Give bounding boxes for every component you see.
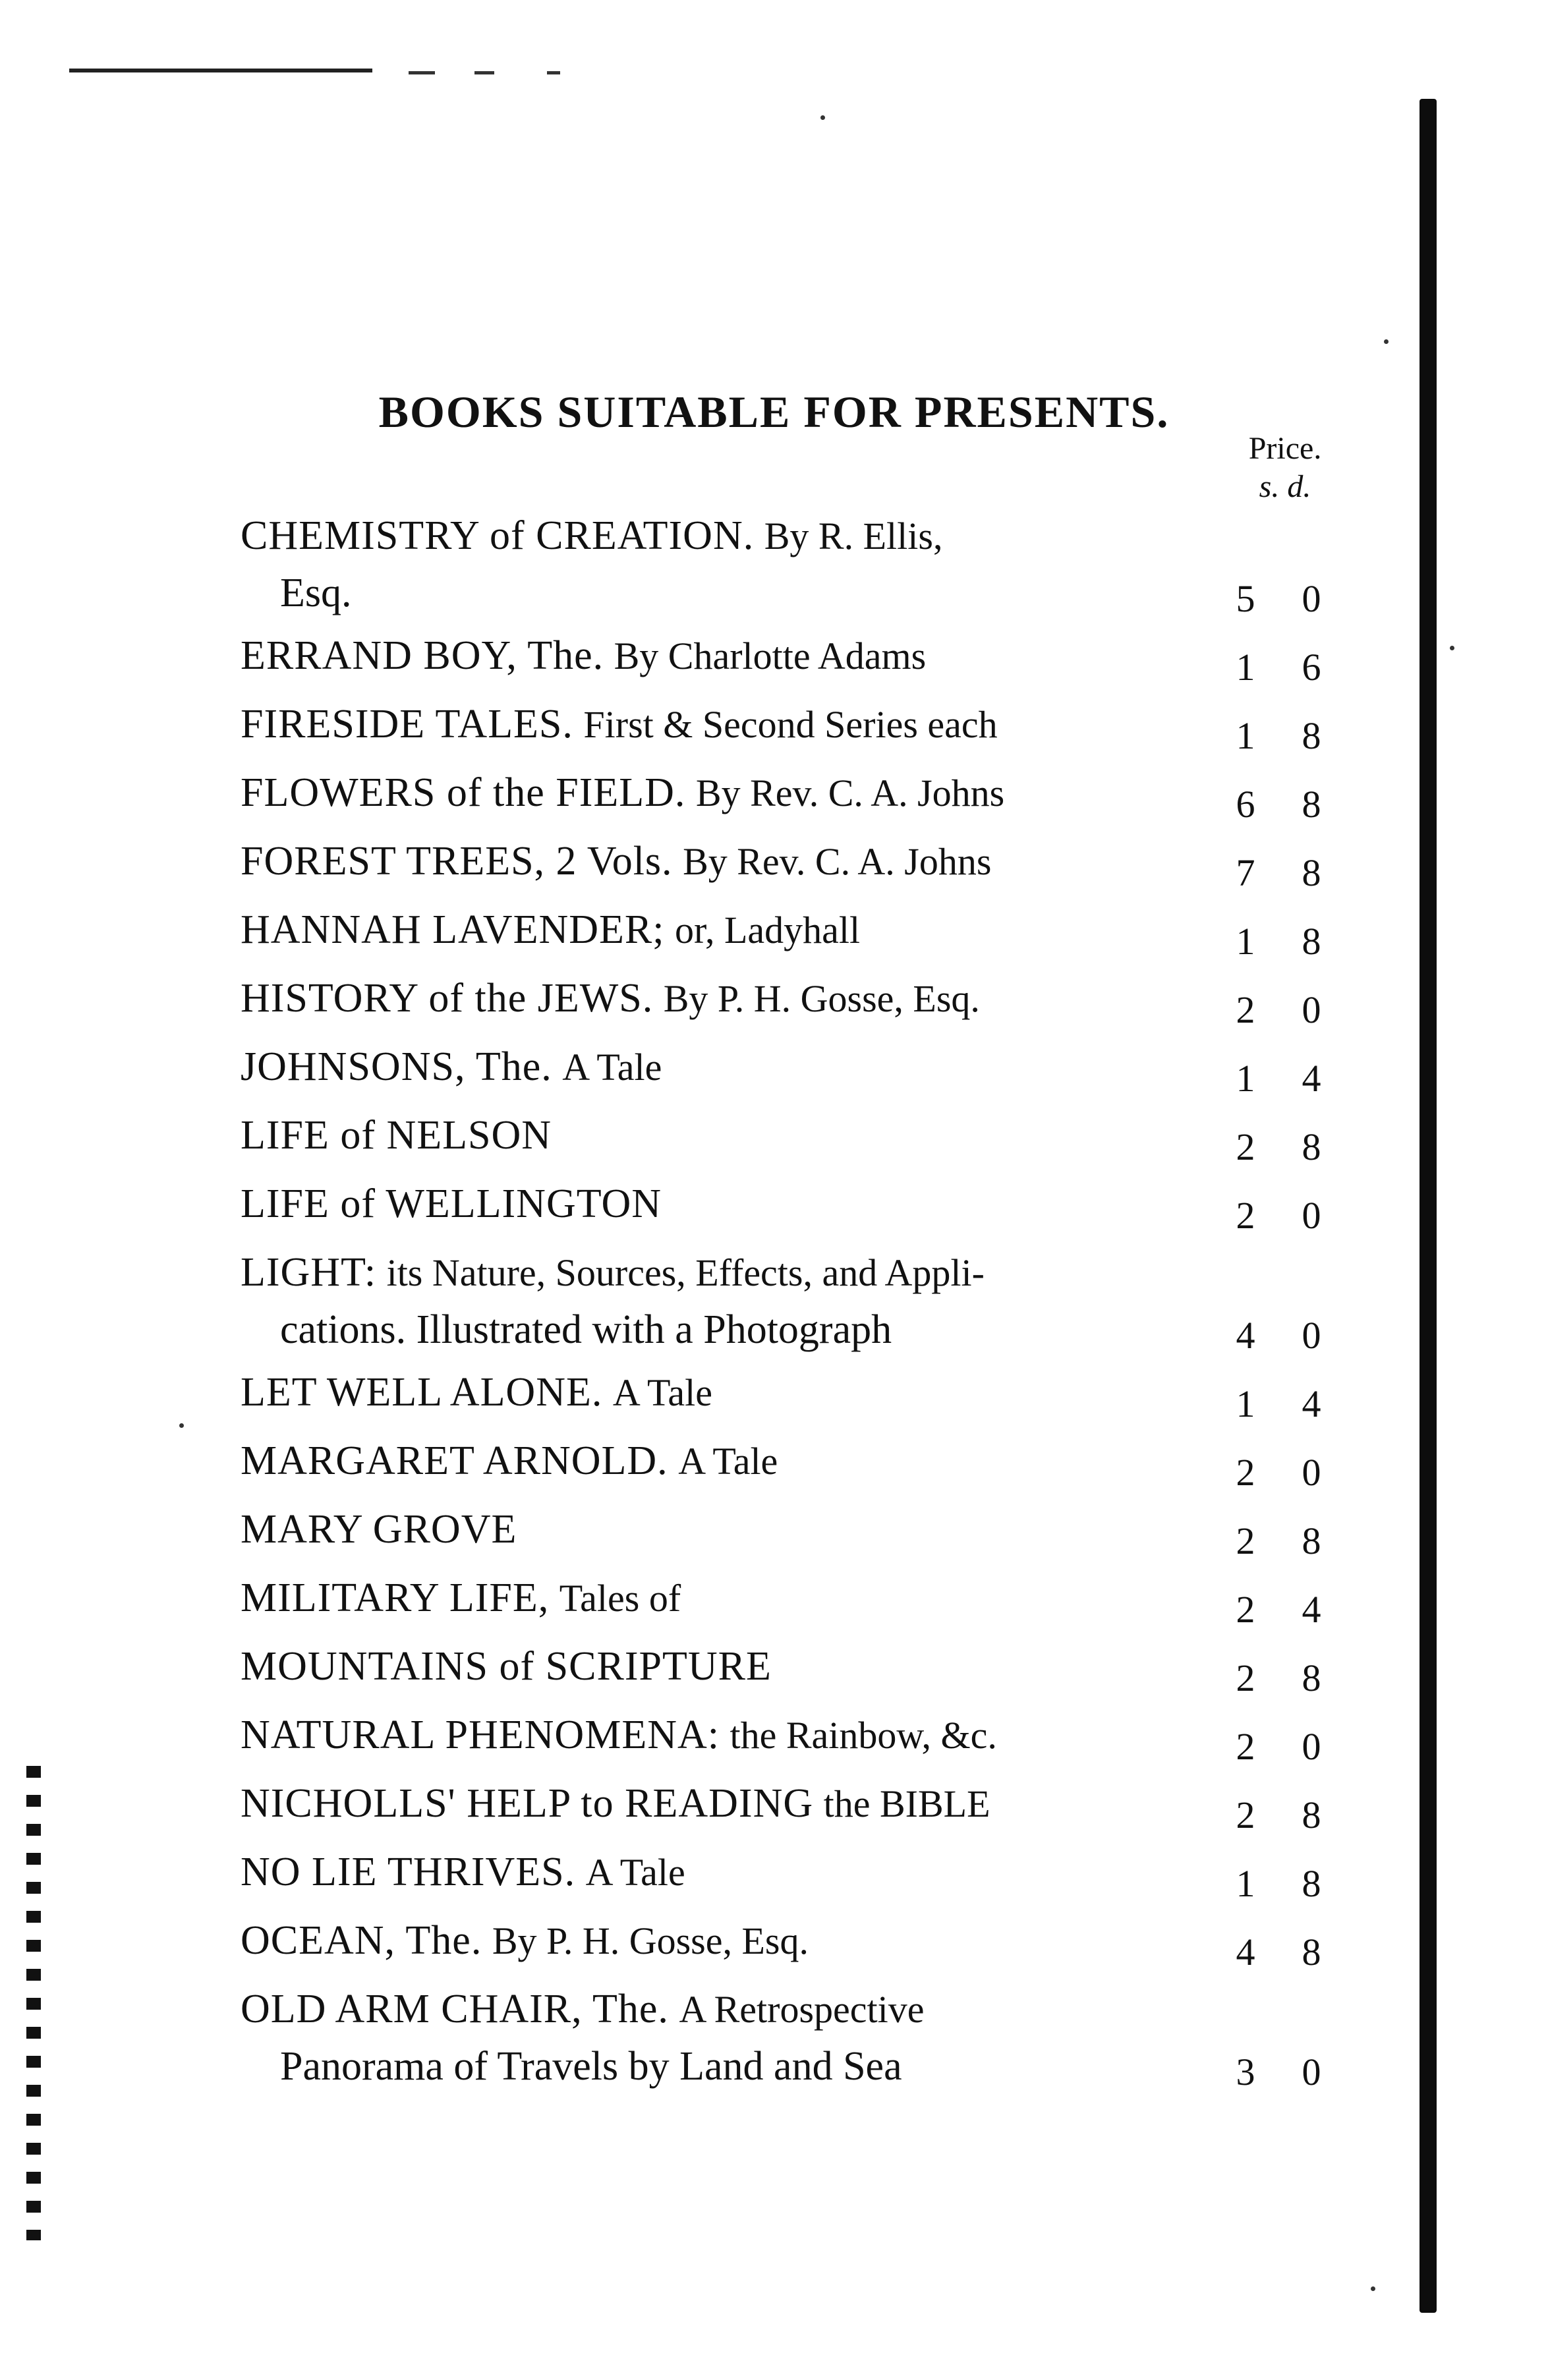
price-pence: 0 [1302,1194,1321,1237]
price-shillings: 1 [1236,1862,1255,1905]
book-byline: First & Second Series each [583,703,998,746]
book-entry [241,1432,1348,1501]
price-shillings: 1 [1236,646,1255,689]
price-shillings: 2 [1236,1519,1255,1562]
book-byline: A Retrospective [679,1988,925,2031]
book-byline: By Rev. C. A. Johns [695,772,1005,814]
price-units: s. d. [1259,469,1311,504]
book-entry [241,1981,1348,2101]
price-pence: 8 [1302,1519,1321,1562]
book-entry [241,1707,1348,1775]
book-entry [241,507,1348,627]
price-pence: 4 [1302,1057,1321,1100]
book-title-line [241,1364,1348,1421]
price-pence: 0 [1302,1314,1321,1357]
book-title-line [241,970,1348,1027]
price-pence: 8 [1302,783,1321,826]
book-title: FIRESIDE TALES. [241,702,573,747]
book-byline: By P. H. Gosse, Esq. [663,977,980,1020]
book-title-line [241,1038,1348,1096]
book-title: LET WELL ALONE. [241,1370,603,1415]
price-pence: 8 [1302,714,1321,757]
book-title: OLD ARM CHAIR, The. [241,1987,669,2031]
book-byline: or, Ladyhall [674,909,861,951]
price-shillings: 2 [1236,1725,1255,1768]
book-title-line [241,1501,1348,1558]
book-entry [241,970,1348,1038]
scan-speck [179,1423,184,1428]
price-shillings: 2 [1236,1657,1255,1699]
book-entry [241,1176,1348,1244]
price-shillings: 2 [1236,1194,1255,1237]
book-title: LIFE of NELSON [241,1113,552,1158]
scan-dash [409,71,435,74]
price-shillings: 2 [1236,1588,1255,1631]
scan-speck [1371,2286,1375,2291]
book-title: LIFE of WELLINGTON [241,1181,662,1226]
book-title: NO LIE THRIVES. [241,1850,576,1894]
book-title-line [241,1981,1348,2038]
book-byline: By Charlotte Adams [614,635,927,677]
book-title-line [241,764,1348,822]
price-pence: 8 [1302,1931,1321,1973]
price-pence: 8 [1302,1794,1321,1836]
book-title: ERRAND BOY, The. [241,633,604,678]
book-entry [241,833,1348,901]
book-title-line [241,1432,1348,1490]
price-shillings: 2 [1236,1125,1255,1168]
scan-speck [1450,646,1454,650]
price-shillings: 2 [1236,1451,1255,1494]
page-title: BOOKS SUITABLE FOR PRESENTS. [378,386,1170,437]
price-pence: 0 [1302,1451,1321,1494]
price-pence: 6 [1302,646,1321,689]
book-title: HANNAH LAVENDER; [241,907,665,952]
book-title: JOHNSONS, The. [241,1044,552,1089]
book-byline: A Tale [612,1371,712,1414]
book-entry [241,1638,1348,1707]
book-entry [241,1844,1348,1912]
price-shillings: 4 [1236,1314,1255,1357]
price-shillings: 1 [1236,1057,1255,1100]
book-title: LIGHT: [241,1250,377,1295]
price-pence: 4 [1302,1382,1321,1425]
price-shillings: 7 [1236,851,1255,894]
book-byline: its Nature, Sources, Effects, and Appli- [386,1251,985,1294]
book-byline: Tales of [559,1577,681,1620]
book-title: FLOWERS of the FIELD. [241,770,686,815]
book-title-line [241,1244,1348,1301]
price-pence: 0 [1302,577,1321,620]
book-title-line [241,1844,1348,1901]
book-byline: A Tale [585,1851,685,1894]
book-title-line [241,1638,1348,1695]
book-title-line [241,1107,1348,1164]
scan-speck [820,115,825,120]
price-shillings: 1 [1236,714,1255,757]
book-title: OCEAN, The. [241,1918,482,1963]
book-title-line [241,901,1348,959]
price-shillings: 3 [1236,2051,1255,2093]
book-title: CHEMISTRY of CREATION. [241,513,755,558]
book-title-line [241,1775,1348,1832]
price-shillings: 2 [1236,988,1255,1031]
price-shillings: 1 [1236,1382,1255,1425]
scan-speck [1384,339,1389,344]
price-shillings: 5 [1236,577,1255,620]
price-pence: 8 [1302,920,1321,963]
price-pence: 8 [1302,1862,1321,1905]
price-pence: 8 [1302,1125,1321,1168]
book-byline: By Rev. C. A. Johns [683,840,992,883]
book-byline: the Rainbow, &c. [730,1714,997,1757]
book-title: HISTORY of the JEWS. [241,976,654,1021]
book-title-line [241,1912,1348,1969]
book-entry [241,764,1348,833]
price-pence: 0 [1302,988,1321,1031]
book-title-line [241,696,1348,753]
book-title: FOREST TREES, 2 Vols. [241,839,673,884]
price-shillings: 2 [1236,1794,1255,1836]
book-title-continuation: cations. Illustrated with a Photograph [280,1307,892,1352]
book-title-continuation: Esq. [280,571,352,615]
book-title-line [241,507,1348,565]
book-title-continuation: Panorama of Travels by Land and Sea [280,2044,902,2089]
book-entry [241,1107,1348,1176]
book-byline: By R. Ellis, [764,515,943,557]
price-shillings: 4 [1236,1931,1255,1973]
price-column-header [1219,430,1351,506]
scan-dash [547,71,560,74]
book-title-line [241,1707,1348,1764]
scan-spine-marks [26,1766,41,2240]
book-title-line [241,1570,1348,1627]
book-entry [241,1364,1348,1432]
price-shillings: 1 [1236,920,1255,963]
book-entry [241,901,1348,970]
book-byline: By P. H. Gosse, Esq. [492,1919,809,1962]
book-title: MARY GROVE [241,1507,517,1552]
book-list [241,507,1348,2101]
book-title: NICHOLLS' HELP to READING [241,1781,814,1826]
book-entry [241,627,1348,696]
book-title-line [241,1176,1348,1232]
price-pence: 8 [1302,1657,1321,1699]
book-byline: the BIBLE [823,1782,990,1825]
book-title-line [241,627,1348,685]
book-entry [241,696,1348,764]
book-entry [241,1912,1348,1981]
book-entry [241,1038,1348,1107]
scan-edge-rule [69,69,372,72]
scan-dash [474,71,494,74]
book-entry [241,1244,1348,1364]
price-label: Price. [1248,431,1322,466]
book-entry [241,1501,1348,1570]
book-title: MOUNTAINS of SCRIPTURE [241,1644,772,1689]
price-pence: 0 [1302,1725,1321,1768]
book-title-line [241,833,1348,890]
book-entry [241,1570,1348,1638]
price-pence: 8 [1302,851,1321,894]
price-shillings: 6 [1236,783,1255,826]
book-byline: A Tale [562,1046,662,1089]
book-title: MILITARY LIFE, [241,1575,550,1620]
price-pence: 0 [1302,2051,1321,2093]
book-byline: A Tale [678,1440,778,1483]
book-entry [241,1775,1348,1844]
book-title: MARGARET ARNOLD. [241,1438,668,1483]
price-pence: 4 [1302,1588,1321,1631]
book-title: NATURAL PHENOMENA: [241,1713,720,1757]
